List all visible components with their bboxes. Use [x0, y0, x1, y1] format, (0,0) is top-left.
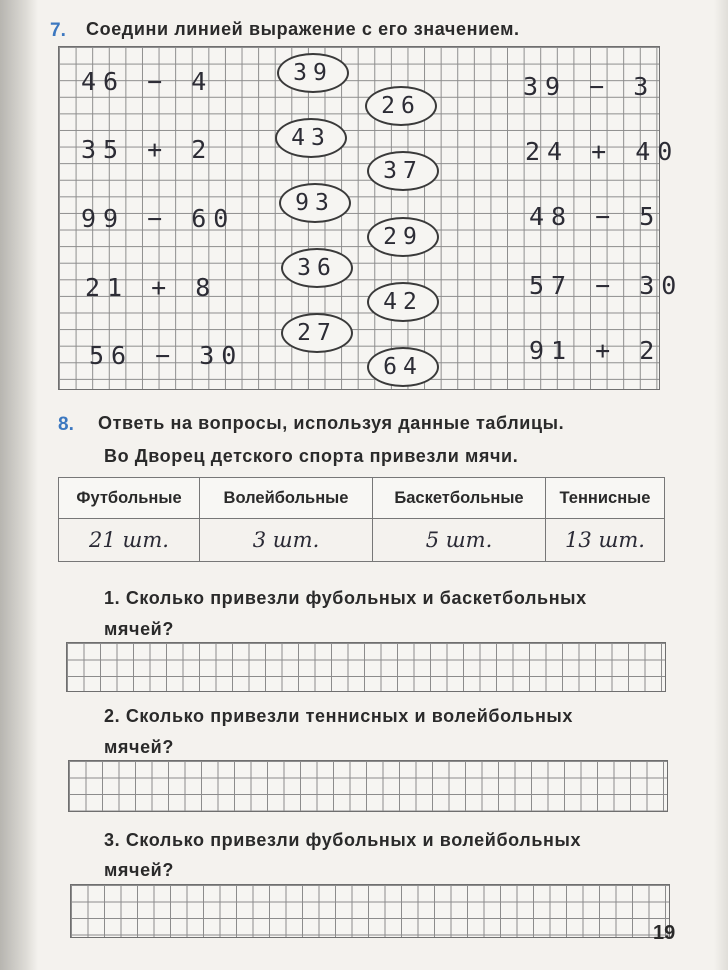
table-header-row: [59, 478, 665, 519]
question-1-line-1: 1. Сколько привезли фубольных и баскетбольных: [104, 588, 587, 608]
question-2-line-1: 2. Сколько привезли теннисных и волейбольных: [104, 706, 574, 726]
value-oval[interactable]: 39: [277, 53, 349, 93]
answer-grid-1[interactable]: [66, 642, 666, 692]
left-expression-4: 21 + 8: [85, 273, 218, 302]
page-number: 19: [653, 922, 676, 944]
value-football: 21 шт.: [59, 519, 200, 562]
value-tennis: 13 шт.: [546, 519, 665, 562]
value-volleyball: 3 шт.: [200, 519, 373, 562]
value-basketball: 5 шт.: [373, 519, 546, 562]
header-football: Футбольные: [59, 478, 200, 519]
left-expression-3: 99 − 60: [81, 204, 236, 233]
right-expression-3: 48 − 5: [529, 202, 662, 231]
task-7-number: 7.: [50, 20, 66, 41]
page-edge: [714, 0, 728, 970]
answer-grid-3[interactable]: [70, 884, 670, 938]
value-oval[interactable]: 37: [367, 151, 439, 191]
header-volleyball: Волейбольные: [200, 478, 373, 519]
table-values-row: [59, 519, 665, 562]
task-7-exercise-grid: [58, 46, 684, 390]
value-oval[interactable]: 64: [367, 347, 439, 387]
question-2-line-2: мячей?: [104, 737, 174, 757]
task-8-number: 8.: [58, 414, 74, 435]
balls-table: [58, 477, 665, 562]
value-oval[interactable]: 93: [279, 183, 351, 223]
answer-grid-2[interactable]: [68, 760, 668, 812]
header-tennis: Теннисные: [546, 478, 665, 519]
value-oval[interactable]: 36: [281, 248, 353, 288]
value-oval[interactable]: 43: [275, 118, 347, 158]
value-oval[interactable]: 26: [365, 86, 437, 126]
right-expression-4: 57 − 30: [529, 271, 684, 300]
task-7-instruction: Соедини линией выражение с его значением.: [86, 19, 520, 39]
left-expression-2: 35 + 2: [81, 135, 214, 164]
header-basketball: Баскетбольные: [373, 478, 546, 519]
value-oval[interactable]: 29: [367, 217, 439, 257]
question-3-line-1: 3. Сколько привезли фубольных и волейбольных: [104, 830, 582, 850]
right-expression-2: 24 + 40: [525, 137, 680, 166]
right-expression-5: 91 + 2: [529, 336, 662, 365]
task-8-subtitle: Во Дворец детского спорта привезли мячи.: [104, 446, 519, 466]
question-1-line-2: мячей?: [104, 619, 174, 639]
page-binding-shadow: [0, 0, 38, 970]
task-8-instruction: Ответь на вопросы, используя данные таблицы.: [98, 413, 565, 433]
left-expression-1: 46 − 4: [81, 67, 214, 96]
question-3-line-2: мячей?: [104, 860, 174, 880]
value-oval[interactable]: 27: [281, 313, 353, 353]
left-expression-5: 56 − 30: [89, 341, 244, 370]
value-oval[interactable]: 42: [367, 282, 439, 322]
right-expression-1: 39 − 3: [523, 72, 656, 101]
